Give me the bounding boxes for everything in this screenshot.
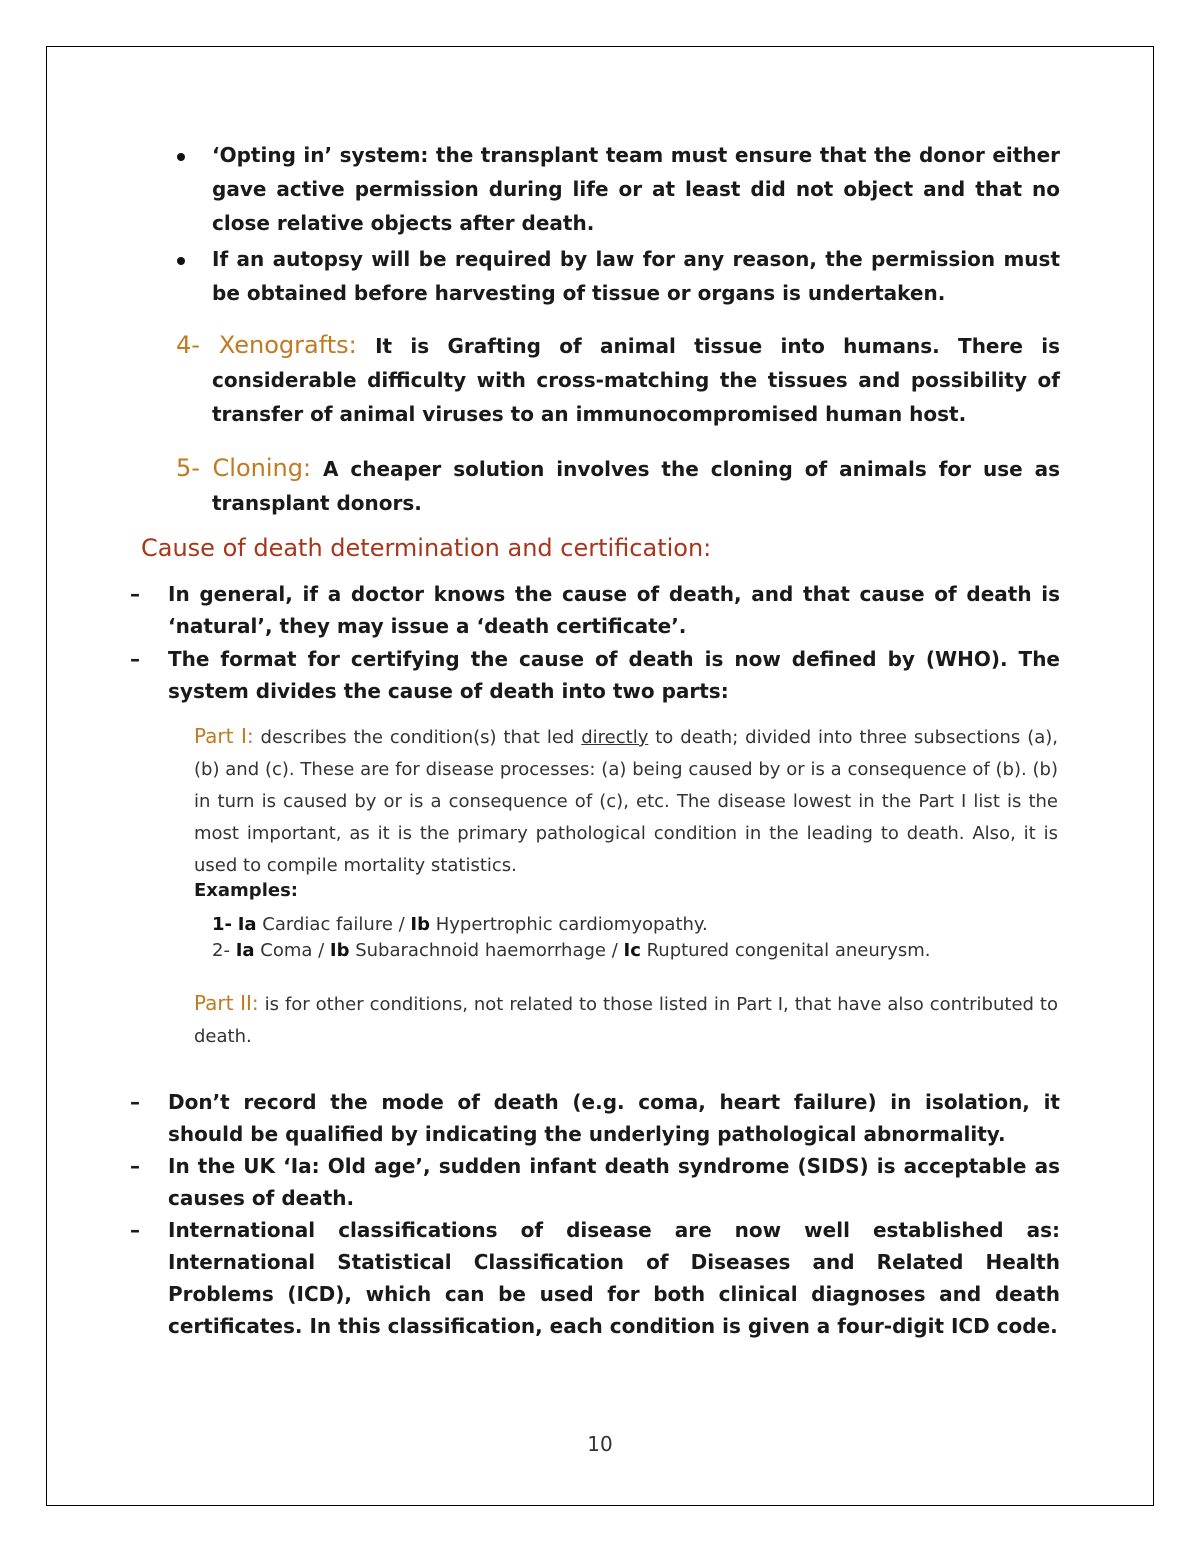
bullet-autopsy xyxy=(165,242,1060,310)
frame-left xyxy=(46,46,47,1506)
frame-right xyxy=(1153,46,1154,1506)
xenografts-paragraph xyxy=(176,328,1060,431)
bullet-text: ‘Opting in’ system: the transplant team must ensure that the donor either gave active permission during life or at least did not object and that no close relative objects after death. xyxy=(212,143,1060,235)
example-2 xyxy=(212,940,930,961)
dash-item-text: In general, if a doctor knows the cause of death, and that cause of death is ‘natural’, they may issue a ‘death certificate’. xyxy=(168,582,1060,638)
bullet-dot-icon xyxy=(177,257,185,265)
dash-item-text: Don’t record the mode of death (e.g. coma, heart failure) in isolation, it should be qualified by indicating the underlying pathological abnormality. xyxy=(168,1090,1060,1146)
example-ib-text: Subarachnoid haemorrhage / xyxy=(349,940,624,961)
dash-marker: – xyxy=(130,582,140,606)
example-ia: Ia xyxy=(237,914,257,935)
page-number: 10 xyxy=(587,1432,613,1456)
part-one-label: Part I: xyxy=(194,724,254,748)
part-two-label: Part II: xyxy=(194,991,259,1015)
dash-item-text: International classifications of disease are now well established as: International Statistical Classification of Diseases and Related Health Problems (ICD), which can be used for both clinical diagnoses and death certificates. In this classification, each condition is given a four-digit ICD code. xyxy=(168,1218,1060,1338)
frame-bottom xyxy=(46,1505,1154,1506)
xenografts-text: It is Grafting of animal tissue into humans. There is considerable difficulty with cross-matching the tissues and possibility of transfer of animal viruses to an immunocompromised human host. xyxy=(212,334,1061,426)
example-1 xyxy=(212,914,708,935)
bullet-text: If an autopsy will be required by law for any reason, the permission must be obtained before harvesting of tissue or organs is undertaken. xyxy=(212,247,1060,305)
example-ib-text: Hypertrophic cardiomyopathy. xyxy=(430,914,708,935)
example-ia: Ia xyxy=(235,940,255,961)
bullet-opting-in xyxy=(165,138,1060,240)
examples-title: Examples: xyxy=(194,880,298,901)
dash-item-natural-cause xyxy=(130,578,1060,642)
section-title: Cause of death determination and certification: xyxy=(141,534,712,562)
part-two-text: is for other conditions, not related to those listed in Part I, that have also contributed to death. xyxy=(194,994,1058,1047)
dash-item-uk-old-age xyxy=(130,1150,1060,1214)
cloning-text: A cheaper solution involves the cloning of animals for use as transplant donors. xyxy=(212,457,1060,515)
dash-marker: – xyxy=(130,647,140,671)
cloning-item xyxy=(176,451,1060,520)
example-ia-text: Cardiac failure / xyxy=(256,914,411,935)
dash-item-mode-of-death xyxy=(130,1086,1060,1150)
example-ib: Ib xyxy=(329,940,350,961)
dash-item-who-format xyxy=(130,643,1060,707)
cloning-paragraph xyxy=(176,451,1060,520)
xenografts-heading: 4- Xenografts: xyxy=(176,331,357,359)
example-ib: Ib xyxy=(410,914,431,935)
dash-marker: – xyxy=(130,1154,140,1178)
example-ic: Ic xyxy=(623,940,641,961)
example-number: 2- xyxy=(212,940,230,961)
bullet-dot-icon xyxy=(177,153,185,161)
example-number: 1- xyxy=(212,914,232,935)
cloning-heading: 5- Cloning: xyxy=(176,454,312,482)
dash-marker: – xyxy=(130,1090,140,1114)
part-one-block xyxy=(194,720,1058,882)
dash-item-text: In the UK ‘Ia: Old age’, sudden infant death syndrome (SIDS) is acceptable as causes of death. xyxy=(168,1154,1060,1210)
part-one-underlined: directly xyxy=(581,727,649,748)
part-two-block xyxy=(194,987,1058,1053)
dash-item-text: The format for certifying the cause of death is now defined by (WHO). The system divides the cause of death into two parts: xyxy=(168,647,1060,703)
example-ic-text: Ruptured congenital aneurysm. xyxy=(640,940,931,961)
dash-item-icd xyxy=(130,1214,1060,1342)
part-one-text-after: to death; divided into three subsections (a), (b) and (c). These are for disease processes: (a) being caused by or is a consequence of (b). (b) in turn is caused by or is a consequence of (c), etc. The disease lowest in the Part I list is the most important, as it is the primary pathological condition in the leading to death. Also, it is used to compile mortality statistics. xyxy=(194,727,1058,876)
xenografts-item xyxy=(176,328,1060,431)
consent-bullet-list xyxy=(165,138,1060,312)
dash-marker: – xyxy=(130,1218,140,1242)
frame-top xyxy=(46,46,1154,47)
part-one-text-before: describes the condition(s) that led xyxy=(253,727,582,748)
example-ia-text: Coma / xyxy=(254,940,330,961)
